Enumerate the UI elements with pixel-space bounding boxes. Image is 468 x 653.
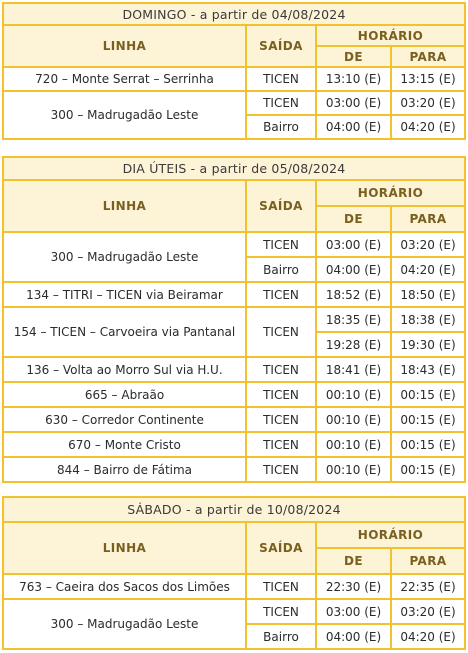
schedule-table-dia-uteis — [2, 156, 466, 483]
de-cell: 19:28 (E) — [316, 332, 391, 357]
header-linha: LINHA — [3, 25, 246, 67]
de-cell: 04:00 (E) — [316, 257, 391, 282]
saida-cell: TICEN — [246, 382, 316, 407]
de-cell: 00:10 (E) — [316, 382, 391, 407]
para-cell: 03:20 (E) — [391, 599, 465, 624]
linha-cell: 720 – Monte Serrat – Serrinha — [3, 67, 246, 91]
header-linha: LINHA — [3, 522, 246, 574]
de-cell: 04:00 (E) — [316, 624, 391, 649]
table-row — [3, 382, 465, 407]
linha-cell: 300 – Madrugadão Leste — [3, 232, 246, 282]
de-cell: 00:10 (E) — [316, 432, 391, 457]
schedule-table-sabado — [2, 496, 466, 650]
de-cell: 22:30 (E) — [316, 574, 391, 599]
header-horario: HORÁRIO — [316, 25, 465, 46]
saida-cell: TICEN — [246, 67, 316, 91]
saida-cell: TICEN — [246, 232, 316, 257]
table-row — [3, 67, 465, 91]
saida-cell: Bairro — [246, 115, 316, 139]
header-para: PARA — [391, 46, 465, 67]
linha-cell: 844 – Bairro de Fátima — [3, 457, 246, 482]
header-para: PARA — [391, 206, 465, 232]
de-cell: 03:00 (E) — [316, 91, 391, 115]
linha-cell: 154 – TICEN – Carvoeira via Pantanal — [3, 307, 246, 357]
de-cell: 00:10 (E) — [316, 457, 391, 482]
de-cell: 04:00 (E) — [316, 115, 391, 139]
para-cell: 04:20 (E) — [391, 257, 465, 282]
de-cell: 03:00 (E) — [316, 599, 391, 624]
saida-cell: Bairro — [246, 257, 316, 282]
para-cell: 13:15 (E) — [391, 67, 465, 91]
header-saida: SAÍDA — [246, 522, 316, 574]
de-cell: 13:10 (E) — [316, 67, 391, 91]
table-title: DOMINGO - a partir de 04/08/2024 — [3, 3, 465, 25]
para-cell: 04:20 (E) — [391, 624, 465, 649]
linha-cell: 665 – Abraão — [3, 382, 246, 407]
header-de: DE — [316, 548, 391, 574]
de-cell: 00:10 (E) — [316, 407, 391, 432]
para-cell: 19:30 (E) — [391, 332, 465, 357]
saida-cell: TICEN — [246, 91, 316, 115]
header-horario: HORÁRIO — [316, 522, 465, 548]
saida-cell: TICEN — [246, 457, 316, 482]
saida-cell: TICEN — [246, 432, 316, 457]
para-cell: 18:43 (E) — [391, 357, 465, 382]
saida-cell: TICEN — [246, 407, 316, 432]
para-cell: 03:20 (E) — [391, 232, 465, 257]
de-cell: 18:52 (E) — [316, 282, 391, 307]
header-de: DE — [316, 206, 391, 232]
header-saida: SAÍDA — [246, 180, 316, 232]
table-row — [3, 407, 465, 432]
para-cell: 03:20 (E) — [391, 91, 465, 115]
saida-cell: Bairro — [246, 624, 316, 649]
saida-cell: TICEN — [246, 282, 316, 307]
linha-cell: 136 – Volta ao Morro Sul via H.U. — [3, 357, 246, 382]
header-para: PARA — [391, 548, 465, 574]
para-cell: 18:50 (E) — [391, 282, 465, 307]
linha-cell: 134 – TITRI – TICEN via Beiramar — [3, 282, 246, 307]
saida-cell: TICEN — [246, 599, 316, 624]
table-title: SÁBADO - a partir de 10/08/2024 — [3, 497, 465, 522]
para-cell: 04:20 (E) — [391, 115, 465, 139]
table-row — [3, 599, 465, 624]
header-linha: LINHA — [3, 180, 246, 232]
table-row — [3, 457, 465, 482]
para-cell: 00:15 (E) — [391, 432, 465, 457]
table-row — [3, 91, 465, 115]
saida-cell: TICEN — [246, 307, 316, 357]
para-cell: 22:35 (E) — [391, 574, 465, 599]
schedule-table-domingo — [2, 2, 466, 140]
table-row — [3, 232, 465, 257]
table-row — [3, 357, 465, 382]
para-cell: 00:15 (E) — [391, 407, 465, 432]
de-cell: 18:35 (E) — [316, 307, 391, 332]
linha-cell: 300 – Madrugadão Leste — [3, 91, 246, 139]
linha-cell: 670 – Monte Cristo — [3, 432, 246, 457]
header-de: DE — [316, 46, 391, 67]
linha-cell: 630 – Corredor Continente — [3, 407, 246, 432]
para-cell: 18:38 (E) — [391, 307, 465, 332]
saida-cell: TICEN — [246, 574, 316, 599]
linha-cell: 300 – Madrugadão Leste — [3, 599, 246, 649]
table-row — [3, 432, 465, 457]
para-cell: 00:15 (E) — [391, 382, 465, 407]
table-title: DIA ÚTEIS - a partir de 05/08/2024 — [3, 157, 465, 180]
table-row — [3, 574, 465, 599]
table-row — [3, 307, 465, 332]
linha-cell: 763 – Caeira dos Sacos dos Limões — [3, 574, 246, 599]
de-cell: 18:41 (E) — [316, 357, 391, 382]
para-cell: 00:15 (E) — [391, 457, 465, 482]
de-cell: 03:00 (E) — [316, 232, 391, 257]
table-row — [3, 282, 465, 307]
header-saida: SAÍDA — [246, 25, 316, 67]
header-horario: HORÁRIO — [316, 180, 465, 206]
saida-cell: TICEN — [246, 357, 316, 382]
